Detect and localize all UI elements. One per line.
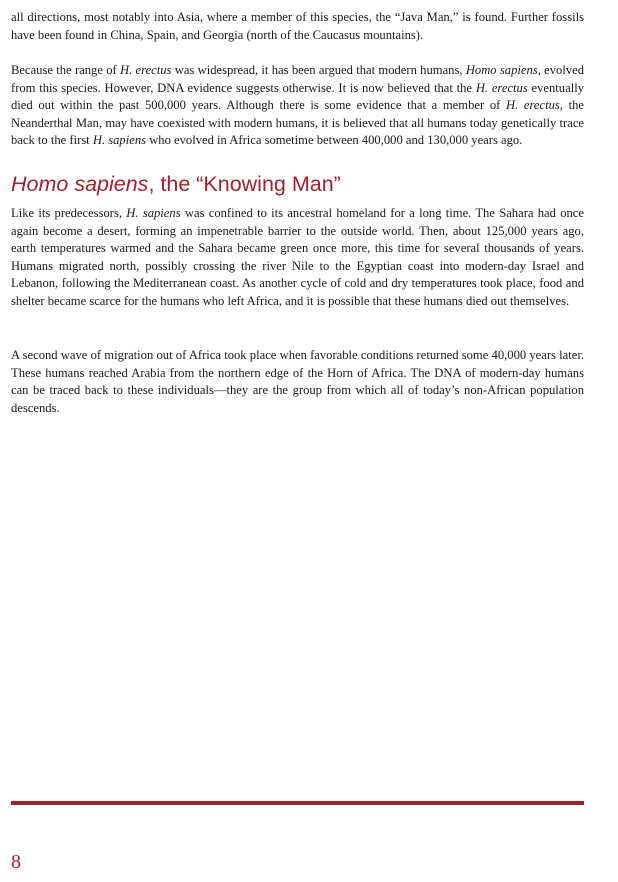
text-span: was confined to its ancestral homeland for a long time. The Sahara had once again become a desert, forming an impenetrable barrier to the outside world. Then, about 125,000 years ago, earth temperatures warmed and the Sahara became green once more, this time for several thousands of years. Humans migrated north, possibly crossing the river Nile to the Egyptian coast into modern-day Israel and Lebanon, following the Mediterranean coast. As another cycle of cold and dry temperatures took place, food and shelter became scarce for the humans who left Africa, and it is possible that these humans died out themselves. <box>11 206 584 308</box>
species-name: H. sapiens <box>92 133 147 148</box>
species-name: H. sapiens <box>126 206 181 220</box>
text-span: was widespread, it has been argued that modern humans, <box>171 63 466 77</box>
text-span: eventually died out within the past 500,000 years. Although there is some evidence that a member of <box>11 80 584 113</box>
paragraph-erectus-range <box>11 62 584 150</box>
species-name: Homo sapiens <box>465 63 538 77</box>
text-span: who evolved in Africa sometime between 400,000 and 130,000 years ago. <box>146 133 523 148</box>
text-span: , evolved from this species. However, DNA evidence suggests otherwise. It is now believed that the <box>11 63 585 95</box>
heading-species-name: Homo sapiens <box>11 172 149 196</box>
text-span: Because the range of <box>11 63 120 77</box>
paragraph-sapiens-migration <box>11 205 584 311</box>
species-name: H. erectus <box>505 98 560 113</box>
text-span: Like its predecessors, <box>11 206 127 220</box>
paragraph-second-wave: A second wave of migration out of Africa took place when favorable conditions returned some 40,000 years later. These humans reached Arabia from the northern edge of the Horn of Africa. The DNA of modern-day humans can be traced back to these individuals—they are the group from which all of today’s non-African population descends. <box>11 348 584 415</box>
heading-rest: , the “Knowing Man” <box>148 172 341 196</box>
species-name: H. erectus <box>120 63 172 77</box>
page-number: 8 <box>11 851 21 873</box>
footer-rule <box>11 801 584 805</box>
species-name: H. erectus <box>475 80 528 95</box>
text-span: , the Neanderthal Man, may have coexisted with modern humans, it is believed that all humans today genetically trace back to the first <box>11 98 584 148</box>
section-heading <box>11 170 341 198</box>
paragraph-java-man: all directions, most notably into Asia, where a member of this species, the “Java Man,” is found. Further fossils have been found in China, Spain, and Georgia (north of the Caucasus mountains). <box>11 10 584 42</box>
